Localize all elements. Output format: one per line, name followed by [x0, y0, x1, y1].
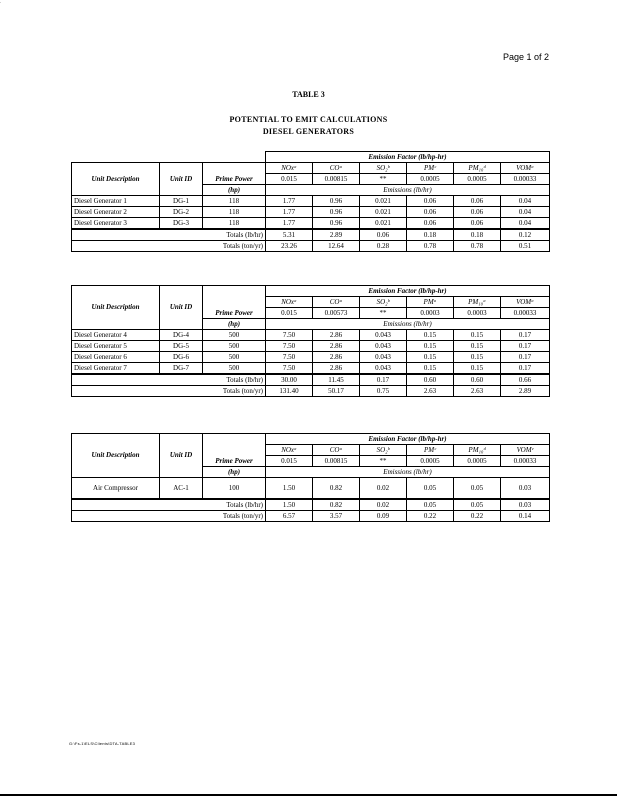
unit-description: Diesel Generator 2 — [72, 207, 160, 218]
total-cell: 0.28 — [360, 241, 407, 252]
total-cell: 0.18 — [407, 229, 454, 241]
value-cell: 0.043 — [360, 352, 407, 363]
pollutant-header: SO₂ᵇ — [360, 445, 407, 456]
factor-cell: 0.0003 — [407, 308, 454, 319]
unit-id: DG-7 — [160, 363, 203, 375]
total-cell: 0.09 — [360, 511, 407, 522]
totals-row-lbhr — [72, 499, 550, 511]
value-cell: 0.15 — [454, 341, 501, 352]
factor-cell: 0.015 — [266, 456, 313, 467]
totals-label: Totals (ton/yr) — [72, 511, 266, 522]
prime-power: 100 — [203, 478, 266, 500]
value-cell: 0.03 — [501, 478, 550, 500]
unit-description-header: Unit Description — [72, 286, 160, 330]
value-cell: 2.86 — [313, 352, 360, 363]
pollutant-header: VOMᵉ — [501, 445, 550, 456]
factor-cell: ** — [360, 456, 407, 467]
pollutant-header: PMᶜ — [407, 445, 454, 456]
total-cell: 131.40 — [266, 386, 313, 397]
corner-mark: · — [0, 0, 2, 5]
factor-cell: 0.0005 — [454, 456, 501, 467]
factor-cell: 0.00815 — [313, 456, 360, 467]
value-cell: 0.06 — [407, 196, 454, 207]
total-cell: 0.82 — [313, 499, 360, 511]
page-title: TABLE 3 — [292, 90, 325, 99]
value-cell: 0.043 — [360, 341, 407, 352]
emissions-header: Emissions (lb/hr) — [266, 185, 550, 196]
value-cell: 0.06 — [407, 207, 454, 218]
value-cell: 0.17 — [501, 352, 550, 363]
value-cell: 0.15 — [454, 330, 501, 341]
factor-cell: ** — [360, 308, 407, 319]
unit-description: Diesel Generator 1 — [72, 196, 160, 207]
factor-cell: 0.0005 — [407, 174, 454, 185]
prime-power: 500 — [203, 363, 266, 375]
total-cell: 0.02 — [360, 499, 407, 511]
emissions-header: Emissions (lb/hr) — [266, 319, 550, 330]
totals-row-lbhr — [72, 229, 550, 241]
total-cell: 0.17 — [360, 374, 407, 386]
pollutant-header: NOxᵃ — [266, 163, 313, 174]
value-cell: 0.05 — [454, 478, 501, 500]
value-cell: 0.15 — [407, 352, 454, 363]
pollutant-header: PM₁₀ᵃ — [454, 297, 501, 308]
totals-label: Totals (ton/yr) — [72, 386, 266, 397]
value-cell: 2.86 — [313, 330, 360, 341]
table-row — [72, 478, 550, 500]
pollutant-header: VOMᵃ — [501, 163, 550, 174]
total-cell: 2.89 — [501, 386, 550, 397]
unit-description-header: Unit Description — [72, 434, 160, 478]
totals-label: Totals (lb/hr) — [72, 374, 266, 386]
value-cell: 0.06 — [407, 218, 454, 230]
factor-cell: 0.00033 — [501, 308, 550, 319]
total-cell: 12.64 — [313, 241, 360, 252]
value-cell: 0.96 — [313, 207, 360, 218]
unit-description: Air Compressor — [72, 478, 160, 500]
total-cell: 0.78 — [454, 241, 501, 252]
unit-id: DG-1 — [160, 196, 203, 207]
pollutant-header: SO₂ᵇ — [360, 163, 407, 174]
total-cell: 0.05 — [407, 499, 454, 511]
totals-row-tonyr — [72, 511, 550, 522]
pollutant-header: PMᵃ — [407, 297, 454, 308]
value-cell: 0.96 — [313, 196, 360, 207]
value-cell: 0.15 — [407, 363, 454, 375]
value-cell: 0.04 — [501, 196, 550, 207]
emissions-table-2 — [71, 285, 550, 397]
pollutant-header: PMᶜ — [407, 163, 454, 174]
value-cell: 0.15 — [454, 352, 501, 363]
total-cell: 0.06 — [360, 229, 407, 241]
total-cell: 0.22 — [454, 511, 501, 522]
prime-power-unit: (hp) — [203, 467, 266, 478]
factor-cell: 0.00573 — [313, 308, 360, 319]
total-cell: 0.18 — [454, 229, 501, 241]
value-cell: 2.86 — [313, 341, 360, 352]
table-row — [72, 330, 550, 341]
factor-cell: 0.015 — [266, 308, 313, 319]
unit-description: Diesel Generator 4 — [72, 330, 160, 341]
total-cell: 23.26 — [266, 241, 313, 252]
value-cell: 0.021 — [360, 196, 407, 207]
total-cell: 6.57 — [266, 511, 313, 522]
total-cell: 5.31 — [266, 229, 313, 241]
page-number: Page 1 of 2 — [502, 52, 549, 62]
total-cell: 3.57 — [313, 511, 360, 522]
value-cell: 0.05 — [407, 478, 454, 500]
value-cell: 0.17 — [501, 363, 550, 375]
emissions-header: Emissions (lb/hr) — [266, 467, 550, 478]
prime-power: 118 — [203, 207, 266, 218]
unit-id: AC-1 — [160, 478, 203, 500]
total-cell: 0.60 — [454, 374, 501, 386]
value-cell: 7.50 — [266, 363, 313, 375]
factor-cell: 0.0005 — [407, 456, 454, 467]
value-cell: 0.15 — [454, 363, 501, 375]
pollutant-header: NOxᵃ — [266, 297, 313, 308]
footer-file-path: G:\Fs-1\ELS\Clients\DTA-TABLE3 — [69, 741, 136, 746]
unit-id: DG-5 — [160, 341, 203, 352]
total-cell: 0.78 — [407, 241, 454, 252]
value-cell: 7.50 — [266, 330, 313, 341]
value-cell: 0.021 — [360, 218, 407, 230]
prime-power-unit: (hp) — [203, 185, 266, 196]
unit-description: Diesel Generator 3 — [72, 218, 160, 230]
total-cell: 0.75 — [360, 386, 407, 397]
value-cell: 0.04 — [501, 218, 550, 230]
prime-power: 500 — [203, 330, 266, 341]
total-cell: 0.14 — [501, 511, 550, 522]
total-cell: 0.60 — [407, 374, 454, 386]
emissions-table-1 — [71, 151, 550, 252]
value-cell: 0.17 — [501, 341, 550, 352]
unit-id: DG-6 — [160, 352, 203, 363]
emission-factor-header: Emission Factor (lb/hp-hr) — [266, 152, 550, 163]
prime-power: 118 — [203, 196, 266, 207]
unit-id-header: Unit ID — [160, 434, 203, 478]
value-cell: 0.02 — [360, 478, 407, 500]
value-cell: 0.17 — [501, 330, 550, 341]
total-cell: 0.22 — [407, 511, 454, 522]
value-cell: 0.043 — [360, 330, 407, 341]
total-cell: 0.05 — [454, 499, 501, 511]
value-cell: 0.15 — [407, 341, 454, 352]
total-cell: 50.17 — [313, 386, 360, 397]
emission-factor-header: Emission Factor (lb/hp-hr) — [266, 434, 550, 445]
page-subtitle-1: POTENTIAL TO EMIT CALCULATIONS — [229, 115, 388, 124]
totals-row-tonyr — [72, 241, 550, 252]
totals-label: Totals (lb/hr) — [72, 229, 266, 241]
unit-id: DG-2 — [160, 207, 203, 218]
prime-power: 118 — [203, 218, 266, 230]
prime-power-header: Prime Power — [203, 434, 266, 467]
value-cell: 1.77 — [266, 207, 313, 218]
prime-power: 500 — [203, 341, 266, 352]
emissions-table-3 — [71, 433, 550, 522]
pollutant-header: NOxᵃ — [266, 445, 313, 456]
prime-power-header: Prime Power — [203, 286, 266, 319]
value-cell: 0.96 — [313, 218, 360, 230]
pollutant-header: SO₂ᵇ — [360, 297, 407, 308]
total-cell: 2.89 — [313, 229, 360, 241]
totals-row-lbhr — [72, 374, 550, 386]
prime-power-header: Prime Power — [203, 163, 266, 185]
pollutant-header: COᵃ — [313, 297, 360, 308]
value-cell: 1.77 — [266, 218, 313, 230]
value-cell: 7.50 — [266, 352, 313, 363]
total-cell: 2.63 — [407, 386, 454, 397]
unit-id: DG-3 — [160, 218, 203, 230]
emission-factor-header: Emission Factor (lb/hp-hr) — [266, 286, 550, 297]
page-subtitle-2: DIESEL GENERATORS — [262, 127, 355, 136]
totals-label: Totals (lb/hr) — [72, 499, 266, 511]
value-cell: 0.15 — [407, 330, 454, 341]
unit-id: DG-4 — [160, 330, 203, 341]
pollutant-header: PM₁₀ᵈ — [454, 445, 501, 456]
total-cell: 2.63 — [454, 386, 501, 397]
value-cell: 1.50 — [266, 478, 313, 500]
pollutant-header: PM₁₀ᵈ — [454, 163, 501, 174]
table-row — [72, 196, 550, 207]
factor-cell: 0.00033 — [501, 456, 550, 467]
value-cell: 2.86 — [313, 363, 360, 375]
table-row — [72, 352, 550, 363]
factor-cell: 0.015 — [266, 174, 313, 185]
value-cell: 0.06 — [454, 207, 501, 218]
totals-row-tonyr — [72, 386, 550, 397]
bottom-scan-edge — [0, 794, 617, 796]
unit-description: Diesel Generator 7 — [72, 363, 160, 375]
total-cell: 0.03 — [501, 499, 550, 511]
total-cell: 1.50 — [266, 499, 313, 511]
unit-description: Diesel Generator 6 — [72, 352, 160, 363]
total-cell: 0.51 — [501, 241, 550, 252]
factor-cell: 0.0005 — [454, 174, 501, 185]
prime-power-unit: (hp) — [203, 319, 266, 330]
pollutant-header: VOMᵃ — [501, 297, 550, 308]
value-cell: 0.82 — [313, 478, 360, 500]
pollutant-header: COᵃ — [313, 445, 360, 456]
value-cell: 0.06 — [454, 218, 501, 230]
value-cell: 0.06 — [454, 196, 501, 207]
value-cell: 0.04 — [501, 207, 550, 218]
prime-power: 500 — [203, 352, 266, 363]
total-cell: 11.45 — [313, 374, 360, 386]
total-cell: 0.66 — [501, 374, 550, 386]
table-row — [72, 218, 550, 230]
unit-description: Diesel Generator 5 — [72, 341, 160, 352]
totals-label: Totals (ton/yr) — [72, 241, 266, 252]
value-cell: 7.50 — [266, 341, 313, 352]
unit-id-header: Unit ID — [160, 163, 203, 196]
unit-description-header: Unit Description — [72, 163, 160, 196]
factor-cell: 0.00033 — [501, 174, 550, 185]
value-cell: 0.021 — [360, 207, 407, 218]
total-cell: 30.00 — [266, 374, 313, 386]
pollutant-header: COᵃ — [313, 163, 360, 174]
unit-id-header: Unit ID — [160, 286, 203, 330]
total-cell: 0.12 — [501, 229, 550, 241]
value-cell: 1.77 — [266, 196, 313, 207]
value-cell: 0.043 — [360, 363, 407, 375]
table-row — [72, 341, 550, 352]
factor-cell: 0.00815 — [313, 174, 360, 185]
table-row — [72, 363, 550, 375]
factor-cell: ** — [360, 174, 407, 185]
table-header-blank — [72, 152, 266, 163]
factor-cell: 0.0003 — [454, 308, 501, 319]
table-row — [72, 207, 550, 218]
